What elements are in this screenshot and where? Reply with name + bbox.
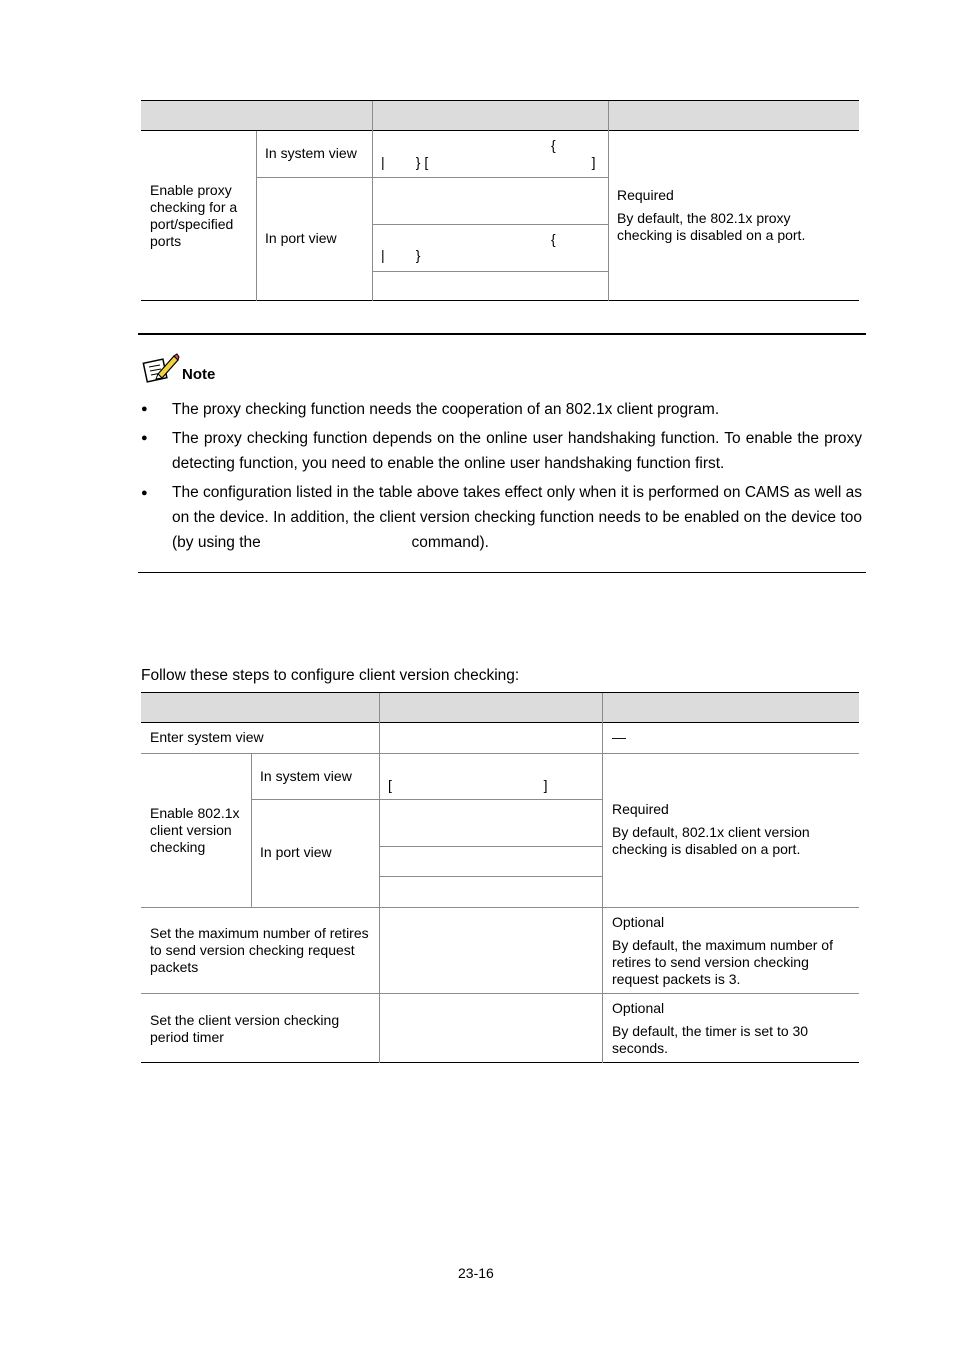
page-number: 23-16 [458, 1265, 494, 1281]
table-2-retries-desc: Set the maximum number of retires to send version checking request packets [150, 925, 369, 975]
table-2-timer-optional: Optional [612, 1000, 665, 1016]
note-item-3: The configuration listed in the table above takes effect only when it is performed on CAMS as well as on the device. In addition, the client version checking function needs to be enabled on the device too (by using the command). [172, 484, 867, 551]
table-2-enter-system-view: Enter system view [150, 729, 264, 745]
bullet-icon: ● [141, 403, 148, 415]
note-title: Note [182, 366, 216, 383]
table-2-timer-desc: Set the client version checking period timer [150, 1012, 340, 1045]
table-1-feature: Enable proxy checking for a port/specified ports [150, 182, 238, 249]
note-pencil-icon [142, 352, 180, 384]
table-1-cmd-system-2: | } [ ] [381, 154, 596, 170]
table-2-port-view: In port view [260, 844, 332, 860]
table-2-remark-default: By default, 802.1x client version checking is disabled on a port. [612, 824, 810, 857]
table-2-feature: Enable 802.1x client version checking [150, 805, 240, 855]
bullet-icon: ● [141, 432, 148, 444]
intro-text: Follow these steps to configure client version checking: [141, 667, 520, 684]
table-2-remark-required: Required [612, 801, 669, 817]
table-1-header [141, 101, 859, 130]
table-2-cmd-system: [ ] [388, 777, 548, 793]
table-2-system-view: In system view [260, 768, 352, 784]
table-1-remark-default: By default, the 802.1x proxy checking is disabled on a port. [617, 210, 806, 243]
table-2-timer-default: By default, the timer is set to 30 seconds. [612, 1023, 809, 1056]
table-1-remark-required: Required [617, 187, 674, 203]
table-2-header [141, 693, 859, 722]
table-1-system-view: In system view [265, 145, 357, 161]
table-1-port-view: In port view [265, 230, 337, 246]
table-1-cmd-system-1: { [551, 137, 556, 153]
bullet-icon: ● [141, 487, 148, 499]
table-2-retries-default: By default, the maximum number of retires to send version checking request packets is 3. [612, 937, 833, 987]
table-1-cmd-port-2: | } [381, 247, 421, 263]
note-item-1: The proxy checking function needs the cooperation of an 802.1x client program. [172, 401, 720, 418]
table-1-cmd-port-1: { [551, 231, 556, 247]
table-2-enter-remark: — [612, 729, 626, 745]
note-item-2: The proxy checking function depends on the online user handshaking function. To enable the proxy detecting function, you need to enable the online user handshaking function first. [172, 430, 862, 472]
table-2-retries-optional: Optional [612, 914, 665, 930]
